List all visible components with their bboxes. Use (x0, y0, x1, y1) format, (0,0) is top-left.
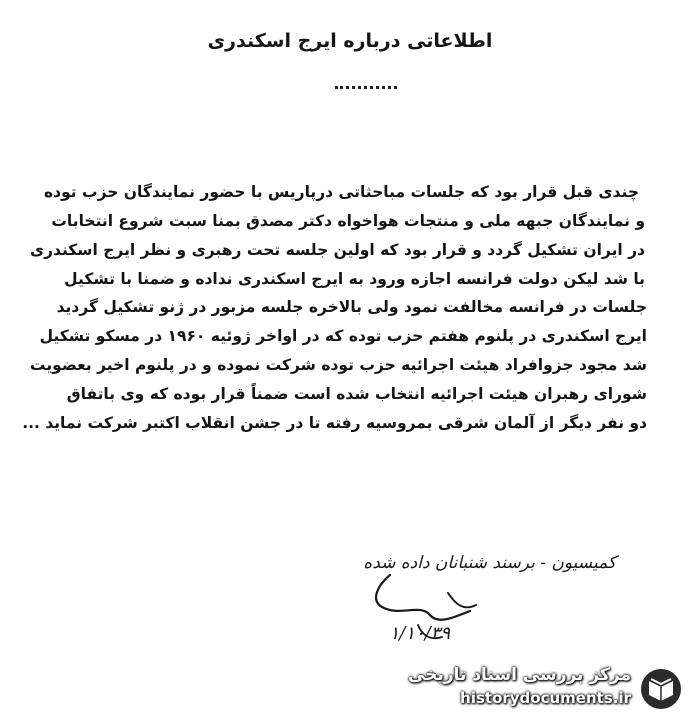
body-line-8: شورای رهبران هیئت اجرائیه انتخاب شده است ضمناً قرار بوده که وی باتفاق (66, 385, 647, 403)
book-logo-icon (637, 665, 685, 713)
document-title: اطلاعاتی درباره ایرج اسکندری (207, 30, 493, 52)
signature-scribble (360, 545, 620, 665)
handwritten-date: ۱/۱۰/۳۹ (389, 623, 450, 644)
body-line-6: ایرج اسکندری در پلنوم هفتم حزب توده که در اواخر ژوئیه ۱۹۶۰ در مسکو تشکیل (39, 327, 647, 345)
body-line-1: چندی قبل قرار بود که جلسات مباحثاتی درپاریس با حضور نمایندگان حزب توده (43, 183, 639, 201)
watermark-site: historydocuments.ir (460, 689, 631, 707)
watermark-name: مرکز بررسی اسناد تاریخی (408, 665, 631, 685)
body-line-9: دو نفر دیگر از آلمان شرقی بمروسیه رفته تا در جشن انقلاب اکتبر شرکت نماید ... (22, 414, 647, 432)
handwritten-annotation: کمیسیون - برسند شنبانان داده شده (363, 553, 616, 573)
body-line-3: در ایران تشکیل گردد و قرار بود که اولین جلسه تحت رهبری و نظر ایرج اسکندری (29, 241, 645, 259)
handwritten-note (360, 545, 620, 665)
body-line-7: شد مجود جزوافراد هیئت اجرائیه حزب توده شرکت نموده و در پلنوم اخیر بعضویت (29, 356, 647, 374)
body-line-2: و نمایندگان جبهه ملی و منتجات هواخواه دکتر مصدق بمنا سبت شروع انتخابات (51, 212, 645, 230)
archive-watermark (389, 663, 689, 715)
body-line-5: جلسات در فرانسه مخالفت نمود ولی بالاخره جلسه مزبور در ژنو تشکیل گردید (56, 298, 647, 316)
body-line-4: با شد لیکن دولت فرانسه اجازه ورود به ایرج اسکندری نداده و ضمنا با تشکیل (64, 270, 645, 288)
